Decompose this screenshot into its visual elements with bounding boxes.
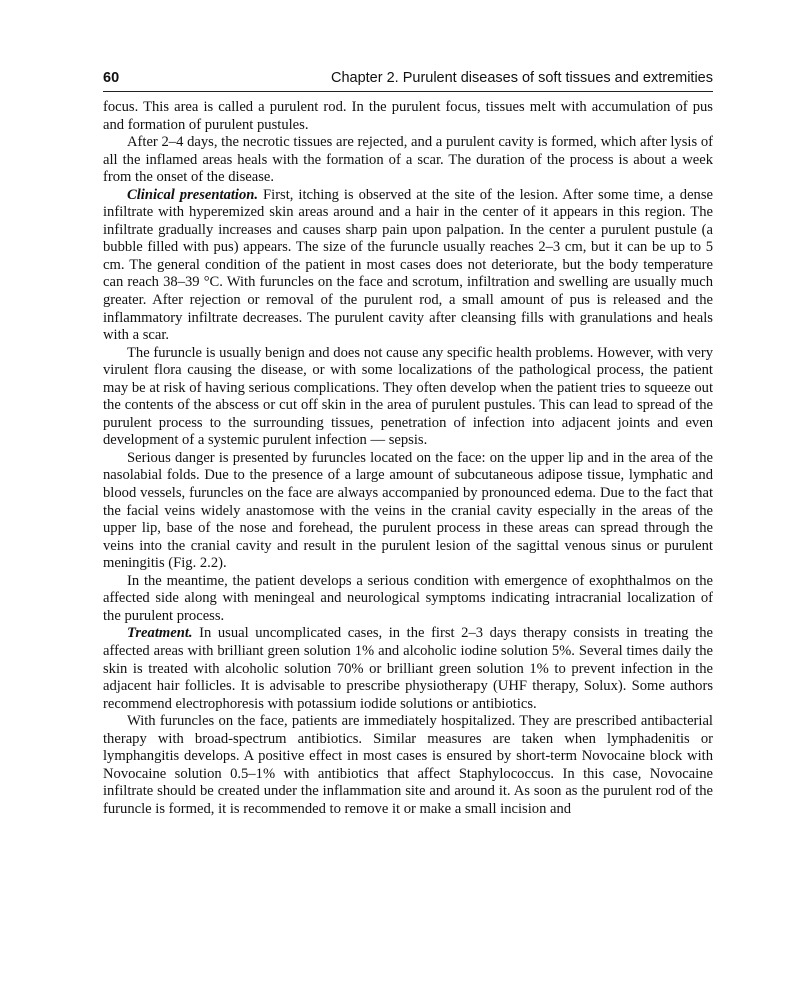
paragraph xyxy=(103,187,713,345)
paragraph xyxy=(103,573,713,626)
paragraph-text: In the meantime, the patient develops a serious condition with emergence of exophthalmos on the affected side along with meningeal and neurological symptoms indicating intracranial localization of the purulent process. xyxy=(103,572,713,624)
body-text xyxy=(103,99,713,818)
book-page xyxy=(103,70,713,818)
paragraph xyxy=(103,134,713,187)
paragraph-text: focus. This area is called a purulent rod. In the purulent focus, tissues melt with accumulation of pus and formation of purulent pustules. xyxy=(103,99,713,133)
running-header xyxy=(103,70,713,92)
paragraph xyxy=(103,345,713,450)
paragraph xyxy=(103,99,713,134)
runin-heading-treatment: Treatment. xyxy=(127,625,193,642)
paragraph-text: First, itching is observed at the site of the lesion. After some time, a dense infiltrate with hyperemized skin areas around and a hair in the center of it appears in this region. The infiltrate gradually increases and causes sharp pain upon palpation. In the center a purulent pustule (a bubble filled with pus) appears. The size of the furuncle usually reaches 2–3 cm, but it can be up to 5 cm. The general condition of the patient in most cases does not deteriorate, but the body temperature can reach 38–39 °C. With furuncles on the face and scrotum, infiltration and swelling are usually much greater. After rejection or removal of the purulent rod, a small amount of pus is released and the inflammatory infiltrate decreases. The purulent cavity after cleansing fills with granulations and heals with a scar. xyxy=(103,186,713,344)
paragraph-text: Serious danger is presented by furuncles located on the face: on the upper lip and in the area of the nasolabial folds. Due to the presence of a large amount of subcutaneous adipose tissue, lymphatic and blood vessels, furuncles on the face are always accompanied by pronounced edema. Due to the fact that the facial veins widely anastomose with the veins in the cranial cavity especially in the areas of the upper lip, base of the nose and forehead, the purulent process in these areas can spread through the veins into the cranial cavity and result in the purulent lesion of the sagittal venous sinus or purulent meningitis (Fig. 2.2). xyxy=(103,449,713,572)
paragraph xyxy=(103,625,713,713)
paragraph xyxy=(103,450,713,573)
chapter-title: Chapter 2. Purulent diseases of soft tissues and extremities xyxy=(330,70,713,86)
paragraph-text: In usual uncomplicated cases, in the first 2–3 days therapy consists in treating the affected areas with brilliant green solution 1% and alcoholic iodine solution 5%. Several times daily the skin is treated with alcoholic solution 70% or brilliant green solution 1% to prevent infection in the adjacent hair follicles. It is advisable to prescribe physiotherapy (UHF therapy, Solux). Some authors recommend electrophoresis with potassium iodide solutions or antibiotics. xyxy=(103,625,713,712)
page-number: 60 xyxy=(103,70,120,86)
paragraph-text: With furuncles on the face, patients are immediately hospitalized. They are prescribed antibacterial therapy with broad-spectrum antibiotics. Similar measures are taken when lymphadenitis or lymphangitis develops. A positive effect in most cases is ensured by short-term Novocaine block with Novocaine solution 0.5–1% with antibiotics that affect Staphylococcus. In this case, Novocaine infiltrate should be created under the inflammation site and around it. As soon as the purulent rod of the furuncle is formed, it is recommended to remove it or make a small incision and xyxy=(103,713,713,817)
paragraph-text: After 2–4 days, the necrotic tissues are rejected, and a purulent cavity is formed, which after lysis of all the inflamed areas heals with the formation of a scar. The duration of the process is about a week from the onset of the disease. xyxy=(103,134,713,186)
runin-heading-clinical-presentation: Clinical presentation. xyxy=(127,186,259,203)
paragraph-text: The furuncle is usually benign and does not cause any specific health problems. However, with very virulent flora causing the disease, or with some localizations of the pathological process, the patient may be at risk of having serious complications. They often develop when the patient tries to squeeze out the contents of the abscess or cut off skin in the area of purulent pustules. This can lead to spread of the purulent process to the surrounding tissues, penetration of infection into adjacent joints and even development of a systemic purulent infection — sepsis. xyxy=(103,344,713,449)
paragraph xyxy=(103,713,713,818)
